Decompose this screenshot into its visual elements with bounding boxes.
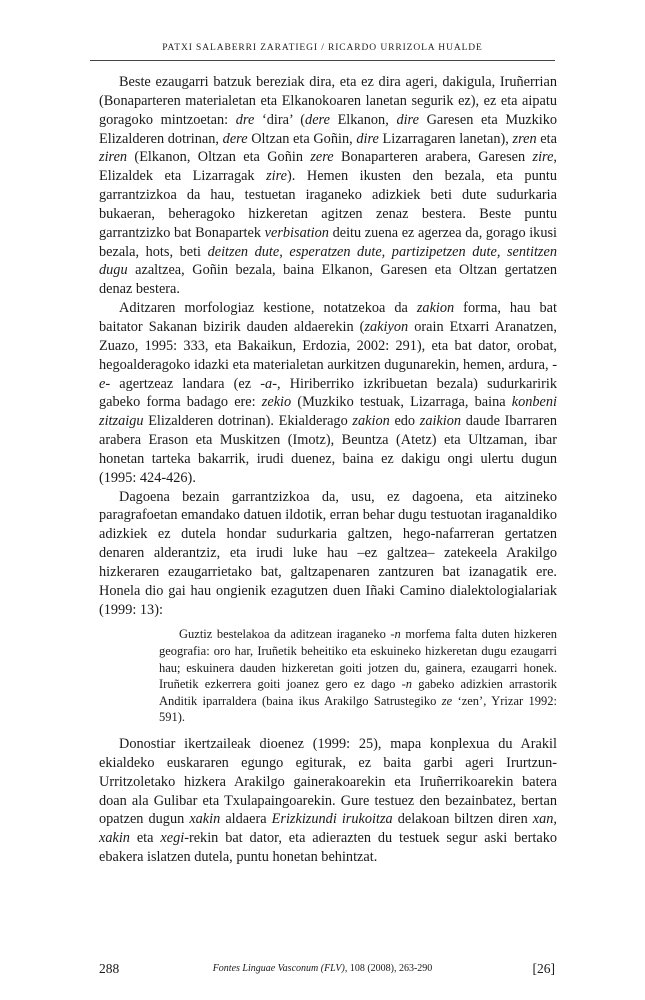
paragraph: Aditzaren morfologiaz kestione, notatzekoa da zakion forma, hau bat baitator Sakanan bizirik dauden aldaerekin (zakiyon orain Etxarri Aranatzen, Zuazo, 1995: 333, eta Bakaikun, Erdozia, 2002: 291), eta bat dator, orobat, hegoalderagoko idazki eta materialetan aurkitzen dugunarekin, hemen, ardura, -e- agertzeaz landara (ez -a-, Hiriberriko izkribuetan bezala) sudurkaririk gabeko forma badago ere: zekio (Muzkiko testuak, Lizarraga, baina konbeni zitzaigu Elizalderen dotrinan). Ekialderago zakion edo zaikion daude Ibarraren arabera Erason eta Muskitzen (Imotz), Beuntza (Atetz) eta Ultzaman, ibar honetan tarteka bakarrik, irudi duenez, baina ez dakigu ongi ulertu dugun (1995: 424-426).: [99, 300, 557, 486]
running-head: PATXI SALABERRI ZARATIEGI / RICARDO URRIZOLA HUALDE: [162, 43, 483, 53]
journal-volume: , 108 (2008), 263-290: [344, 963, 433, 974]
main-text: [99, 73, 557, 867]
paragraph: Beste ezaugarri batzuk bereziak dira, eta ez dira ageri, dakigula, Iruñerrian (Bonaparteren materialetan eta Elkanokoaren lanetan segurik ez), ez eta aipatu goragoko mintzoetan: dre ‘dira’ (dere Elkanon, dire Garesen eta Muzkiko Elizalderen dotrinan, dere Oltzan eta Goñin, dire Lizarragaren lanetan), zren eta ziren (Elkanon, Oltzan eta Goñin zere Bonaparteren arabera, Garesen zire, Elizaldek eta Lizarragak zire). Hemen ikusten den bezala, eta puntu garrantzizkoa da hau, testuetan iraganeko adizkiek beti dute sudurkaria bukaeran, beheragoko hizkeretan agitzen zenaz bestera. Beste puntu garrantzizko bat Bonapartek verbisation deitu zuena ez agerzea da, gorago ikusi bezala, hots, beti deitzen dute, esperatzen dute, partizipetzen dute, sentitzen dugu azaltzea, Goñin bezala, baina Elkanon, Garesen eta Oltzan gertatzen denaz bestera.: [99, 74, 558, 298]
bracket-page-number: [26]: [532, 961, 555, 976]
journal-title: Fontes Linguae Vasconum (FLV): [212, 963, 345, 974]
paragraph: Dagoena bezain garrantzizkoa da, usu, ez dagoena, eta aitzineko paragrafoetan emandako datuen ildotik, erran behar dugu testuotan iraganaldiko adizkiek ez dutela hondar sudurkaria galtzen, hego-nafarreran gertatzen denaren alderantziz, eta irudi luke hau –ez galtzea– zatekeela Arakilgo hizkeraren ezaugarrietako bat, galtzapenaren zantzuren bat izanagatik ere. Honela dio gai hau ongienik ezagutzen duen Iñaki Camino dialektologialariak (1999: 13):: [99, 488, 557, 618]
quote-text: Guztiz bestelakoa da aditzean iraganeko -n morfema falta duten hizkeren geografia: oro har, Iruñetik beheitiko eta eskuineko hizkeretan dugu ezaugarri hau; eskuinera dauden hizkeretan goiti jotzen du, gainera, ezaugarri honek. Iruñetik ezkerrera goiti joanez gero ez dago -n gabeko adizkien arrastorik Anditik iparraldera (baina ikus Arakilgo Satrustegiko ze ‘zen’, Yrizar 1992: 591).: [159, 627, 557, 725]
page-number: 288: [99, 961, 120, 976]
block-quote: [159, 626, 557, 726]
paragraph: Donostiar ikertzaileak dioenez (1999: 25), mapa konplexua du Arakil ekialdeko euskararen egungo egiturak, ez baita garbi ageri Irurtzun-Urritzoletako hizkera Arakilgo gainerakoarekin eta Iruñerrikoarekin batera doan ala Gulibar eta Txulapaingoarekin. Gure testuez den bezainbatez, bertan opatzen dugun xakin aldaera Erizkizundi irukoitza delakoan biltzen diren xan, xakin eta xegi-rekin bat dator, eta adierazten du testuek segur aski bertako ebakera islatzen dutela, puntu honetan behintzat.: [99, 736, 558, 866]
header-rule: [90, 60, 555, 61]
